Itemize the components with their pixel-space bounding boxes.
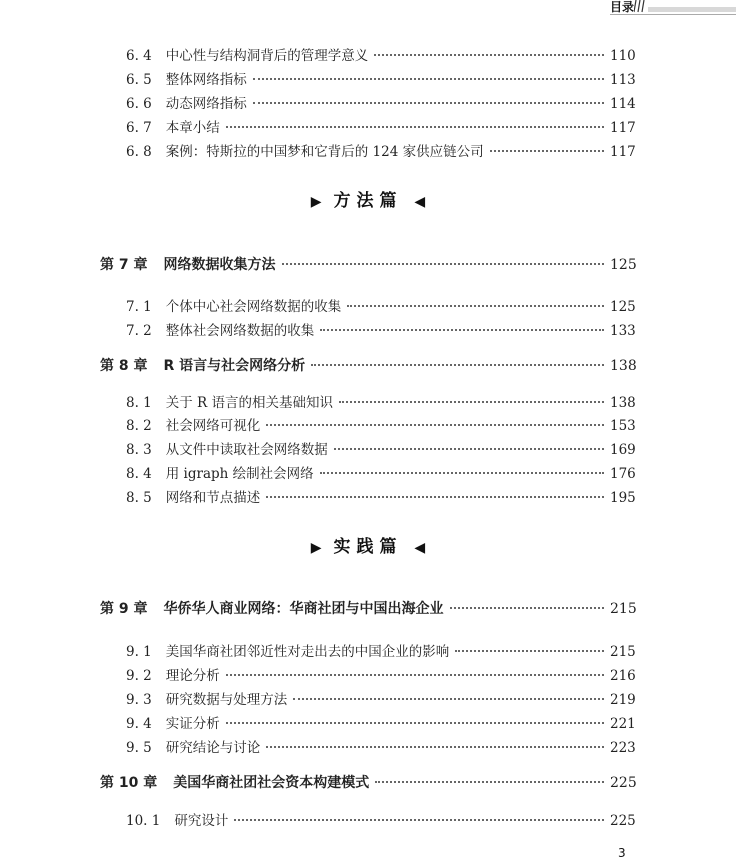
toc-entry-6-6[interactable]: [126, 92, 636, 114]
entry-page: 215: [610, 644, 636, 660]
entry-page: 133: [610, 323, 636, 339]
toc-entry-9-5[interactable]: [126, 736, 636, 758]
entry-page: 113: [610, 72, 636, 88]
entry-title: 整体社会网络数据的收集: [165, 323, 315, 339]
toc-entry-8-2[interactable]: [126, 414, 636, 436]
running-header-title: 目录: [610, 0, 635, 14]
dot-leader: [455, 650, 604, 652]
toc-entry-6-5[interactable]: [126, 68, 636, 90]
section-title: 实践篇: [333, 537, 403, 557]
entry-number: 6. 6: [126, 96, 152, 112]
chapter-page: 138: [610, 358, 637, 374]
toc-entry-6-8[interactable]: [126, 140, 636, 162]
entry-title: 网络和节点描述: [165, 490, 261, 506]
dot-leader: [234, 819, 604, 821]
chapter-title: R 语言与社会网络分析: [163, 358, 306, 374]
dot-leader: [375, 781, 604, 783]
entry-title: 个体中心社会网络数据的收集: [165, 299, 342, 315]
entry-number: 9. 3: [126, 692, 152, 708]
dot-leader: [320, 472, 604, 474]
toc-entry-8-4[interactable]: [126, 462, 636, 484]
chapter-number: 第 8 章: [100, 358, 148, 374]
entry-page: 169: [610, 442, 636, 458]
dot-leader: [253, 78, 604, 80]
dot-leader: [450, 607, 605, 609]
header-rule: [610, 14, 736, 15]
dot-leader: [293, 698, 604, 700]
entry-title: 整体网络指标: [165, 72, 247, 88]
toc-entry-7-1[interactable]: [126, 295, 636, 317]
dot-leader: [266, 746, 604, 748]
entry-number: 8. 5: [126, 490, 152, 506]
chapter-page: 125: [610, 257, 637, 273]
header-stripes-decoration: [634, 0, 648, 13]
entry-page: 125: [610, 299, 636, 315]
chapter-number: 第 9 章: [100, 601, 148, 617]
chapter-page: 225: [610, 775, 637, 791]
toc-entry-9-1[interactable]: [126, 640, 636, 662]
entry-number: 8. 4: [126, 466, 152, 482]
entry-number: 6. 8: [126, 144, 152, 160]
toc-chapter-10[interactable]: [100, 772, 637, 794]
entry-title: 关于 R 语言的相关基础知识: [165, 395, 334, 411]
dot-leader: [226, 126, 604, 128]
toc-entry-8-5[interactable]: [126, 486, 636, 508]
entry-title: 动态网络指标: [165, 96, 247, 112]
entry-number: 10. 1: [126, 813, 161, 829]
entry-page: 117: [610, 120, 636, 136]
entry-page: 114: [610, 96, 636, 112]
entry-number: 9. 2: [126, 668, 152, 684]
entry-page: 110: [610, 48, 636, 64]
chapter-number: 第 7 章: [100, 257, 148, 273]
chapter-title: 华侨华人商业网络：华商社团与中国出海企业: [163, 601, 444, 617]
entry-title: 中心性与结构洞背后的管理学意义: [165, 48, 369, 64]
toc-entry-8-1[interactable]: [126, 391, 636, 413]
left-triangle-icon: ◀: [414, 194, 426, 210]
right-triangle-icon: ▶: [310, 194, 322, 210]
entry-title: 理论分析: [165, 668, 220, 684]
dot-leader: [490, 150, 604, 152]
chapter-number: 第 10 章: [100, 775, 158, 791]
entry-number: 6. 5: [126, 72, 152, 88]
entry-number: 9. 4: [126, 716, 152, 732]
entry-page: 216: [610, 668, 636, 684]
toc-entry-9-2[interactable]: [126, 664, 636, 686]
toc-entry-9-3[interactable]: [126, 688, 636, 710]
entry-page: 223: [610, 740, 636, 756]
entry-number: 9. 1: [126, 644, 152, 660]
toc-entry-10-1[interactable]: [126, 809, 636, 831]
entry-title: 从文件中读取社会网络数据: [165, 442, 328, 458]
entry-page: 221: [610, 716, 636, 732]
entry-number: 8. 2: [126, 418, 152, 434]
entry-title: 用 igraph 绘制社会网络: [165, 466, 314, 482]
entry-number: 7. 2: [126, 323, 152, 339]
entry-title: 研究结论与讨论: [165, 740, 261, 756]
dot-leader: [334, 448, 604, 450]
entry-page: 176: [610, 466, 636, 482]
entry-title: 社会网络可视化: [165, 418, 261, 434]
section-title: 方法篇: [333, 191, 403, 211]
page-number: 3: [618, 846, 626, 860]
dot-leader: [266, 496, 604, 498]
dot-leader: [339, 401, 604, 403]
entry-page: 195: [610, 490, 636, 506]
entry-number: 6. 4: [126, 48, 152, 64]
entry-page: 138: [610, 395, 636, 411]
section-heading-practice: [0, 532, 736, 557]
entry-page: 153: [610, 418, 636, 434]
entry-page: 117: [610, 144, 636, 160]
toc-entry-9-4[interactable]: [126, 712, 636, 734]
toc-entry-6-7[interactable]: [126, 116, 636, 138]
dot-leader: [253, 102, 604, 104]
section-heading-methods: [0, 186, 736, 211]
dot-leader: [374, 54, 604, 56]
dot-leader: [320, 329, 604, 331]
left-triangle-icon: ◀: [414, 540, 426, 556]
entry-number: 8. 3: [126, 442, 152, 458]
chapter-page: 215: [610, 601, 637, 617]
dot-leader: [311, 364, 604, 366]
dot-leader: [266, 424, 604, 426]
entry-title: 本章小结: [165, 120, 220, 136]
right-triangle-icon: ▶: [310, 540, 322, 556]
toc-chapter-9[interactable]: [100, 598, 637, 620]
dot-leader: [226, 722, 604, 724]
entry-number: 9. 5: [126, 740, 152, 756]
header-bar-decoration: [648, 7, 736, 12]
entry-page: 225: [610, 813, 636, 829]
toc-chapter-8[interactable]: [100, 355, 637, 377]
toc-chapter-7[interactable]: [100, 254, 637, 276]
toc-entry-8-3[interactable]: [126, 438, 636, 460]
entry-title: 研究数据与处理方法: [165, 692, 288, 708]
entry-title: 研究设计: [174, 813, 229, 829]
entry-number: 6. 7: [126, 120, 152, 136]
entry-number: 7. 1: [126, 299, 152, 315]
entry-number: 8. 1: [126, 395, 152, 411]
chapter-title: 网络数据收集方法: [163, 257, 276, 273]
toc-entry-7-2[interactable]: [126, 319, 636, 341]
dot-leader: [347, 305, 604, 307]
dot-leader: [282, 263, 605, 265]
dot-leader: [226, 674, 604, 676]
entry-page: 219: [610, 692, 636, 708]
toc-entry-6-4[interactable]: [126, 44, 636, 66]
chapter-title: 美国华商社团社会资本构建模式: [173, 775, 370, 791]
entry-title: 案例：特斯拉的中国梦和它背后的 124 家供应链公司: [165, 144, 484, 160]
entry-title: 实证分析: [165, 716, 220, 732]
entry-title: 美国华商社团邻近性对走出去的中国企业的影响: [165, 644, 450, 660]
